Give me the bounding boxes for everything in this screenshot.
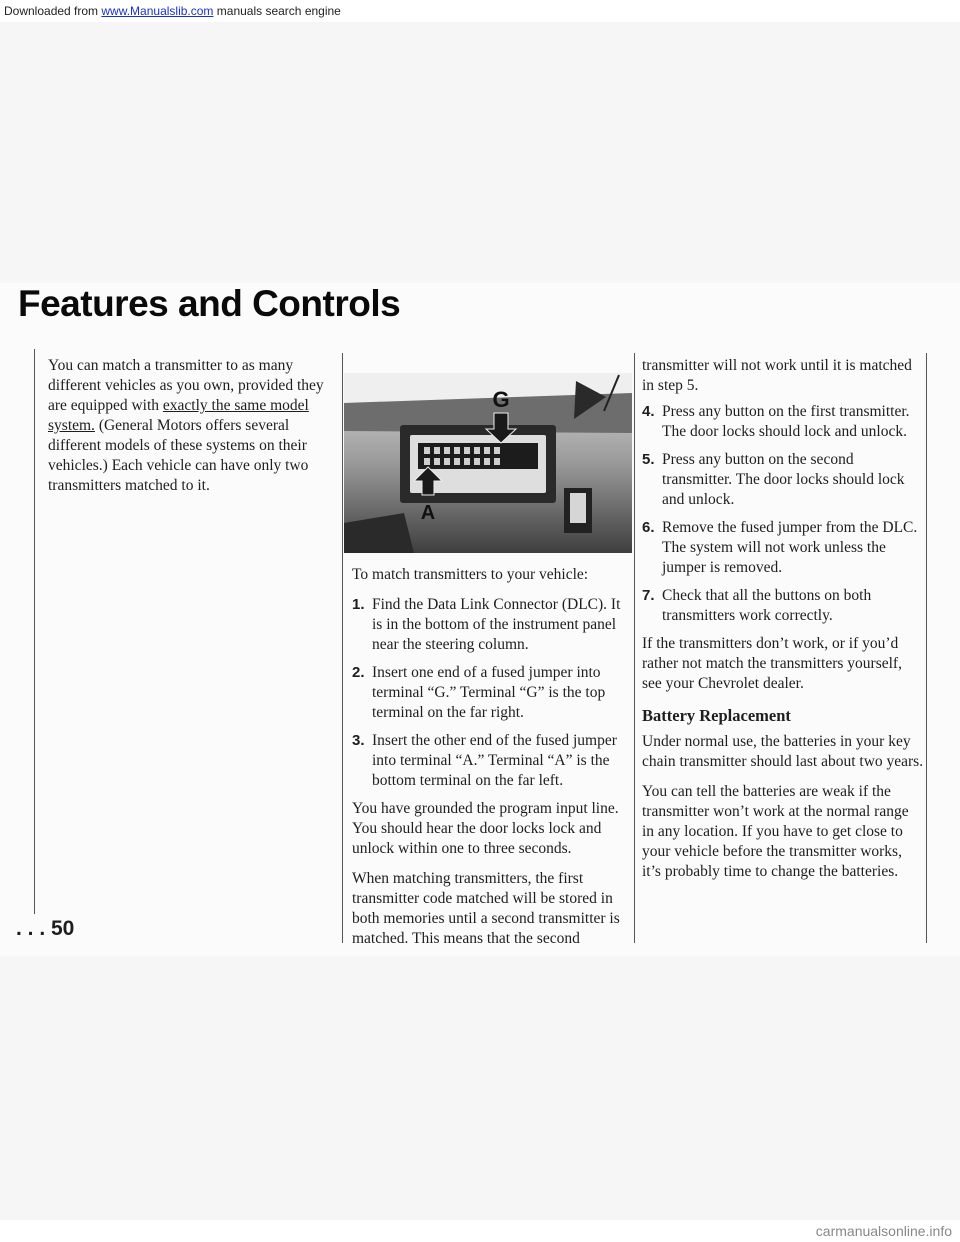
step-text: Find the Data Link Connector (DLC). It is in the bottom of the instrument panel near the steering column. — [372, 596, 621, 653]
matching-intro-paragraph — [48, 356, 324, 496]
steps-intro: To match transmitters to your vehicle: — [352, 566, 589, 583]
col1-text-a: You can match a transmitter to as many different vehicles as you own, provided they are equipped with — [48, 357, 324, 414]
watermark-bar — [0, 1220, 960, 1242]
banner-prefix: Downloaded from — [4, 4, 102, 18]
column-divider-2 — [634, 353, 635, 943]
step-text: Remove the fused jumper from the DLC. The system will not work unless the jumper is removed. — [662, 519, 918, 576]
right-margin-rule — [926, 353, 927, 943]
step-text: Insert one end of a fused jumper into terminal “G.” Terminal “G” is the top terminal on the far right. — [372, 664, 606, 721]
download-banner — [0, 0, 960, 22]
terminal-a-label: A — [420, 502, 436, 524]
step-number: 2. — [352, 664, 365, 681]
step-text: Check that all the buttons on both transmitters work correctly. — [662, 587, 872, 624]
left-margin-rule — [34, 349, 35, 914]
page-number: . . . 50 — [16, 917, 75, 940]
step-item — [352, 595, 628, 655]
page-title: Features and Controls — [18, 283, 401, 324]
terminal-g-label: G — [492, 387, 510, 412]
manual-page — [0, 283, 960, 956]
step-text: Insert the other end of the fused jumper into terminal “A.” Terminal “A” is the bottom terminal on the far left. — [372, 732, 617, 789]
column-2 — [352, 565, 628, 959]
step-number: 7. — [642, 587, 655, 604]
memory-paragraph: When matching transmitters, the first transmitter code matched will be stored in both memories until a second transmitter is matched. This means that the second — [352, 870, 620, 947]
battery-life-paragraph: Under normal use, the batteries in your key chain transmitter should last about two years. — [642, 733, 924, 770]
step-item — [352, 663, 628, 723]
step-item — [642, 450, 924, 510]
manualslib-link[interactable]: www.Manualslib.com — [101, 4, 214, 18]
step-item — [642, 518, 924, 578]
matching-steps-list-continued — [642, 402, 924, 626]
grounded-paragraph: You have grounded the program input line. You should hear the door locks lock and unlock within one to three seconds. — [352, 800, 619, 857]
column-divider-1 — [342, 353, 343, 943]
continuation-paragraph: transmitter will not work until it is matched in step 5. — [642, 357, 912, 394]
step-number: 3. — [352, 732, 365, 749]
step-number: 4. — [642, 403, 655, 420]
column-1 — [48, 356, 324, 506]
column-3 — [642, 356, 924, 892]
weak-battery-paragraph: You can tell the batteries are weak if the transmitter won’t work at the normal range in any location. If you have to get close to your vehicle before the transmitter works, it’s probably time to change the batteries. — [642, 783, 909, 880]
step-item — [642, 586, 924, 626]
step-text: Press any button on the first transmitter. The door locks should lock and unlock. — [662, 403, 910, 440]
col1-underlined-text: exactly the same model system. — [48, 397, 309, 434]
step-number: 5. — [642, 451, 655, 468]
banner-suffix: manuals search engine — [213, 4, 341, 18]
step-item — [642, 402, 924, 442]
step-number: 1. — [352, 596, 365, 613]
matching-steps-list — [352, 595, 628, 791]
battery-replacement-heading: Battery Replacement — [642, 706, 791, 725]
step-number: 6. — [642, 519, 655, 536]
step-item — [352, 731, 628, 791]
dlc-photo — [344, 373, 632, 553]
watermark-text: carmanualsonline.info — [815, 1223, 952, 1239]
dealer-paragraph: If the transmitters don’t work, or if you’d rather not match the transmitters yourself, see your Chevrolet dealer. — [642, 635, 902, 692]
step-text: Press any button on the second transmitter. The door locks should lock and unlock. — [662, 451, 905, 508]
col1-text-b: (General Motors offers several different models of these systems on their vehicles.) Each vehicle can have only two transmitters matched to it. — [48, 417, 309, 494]
